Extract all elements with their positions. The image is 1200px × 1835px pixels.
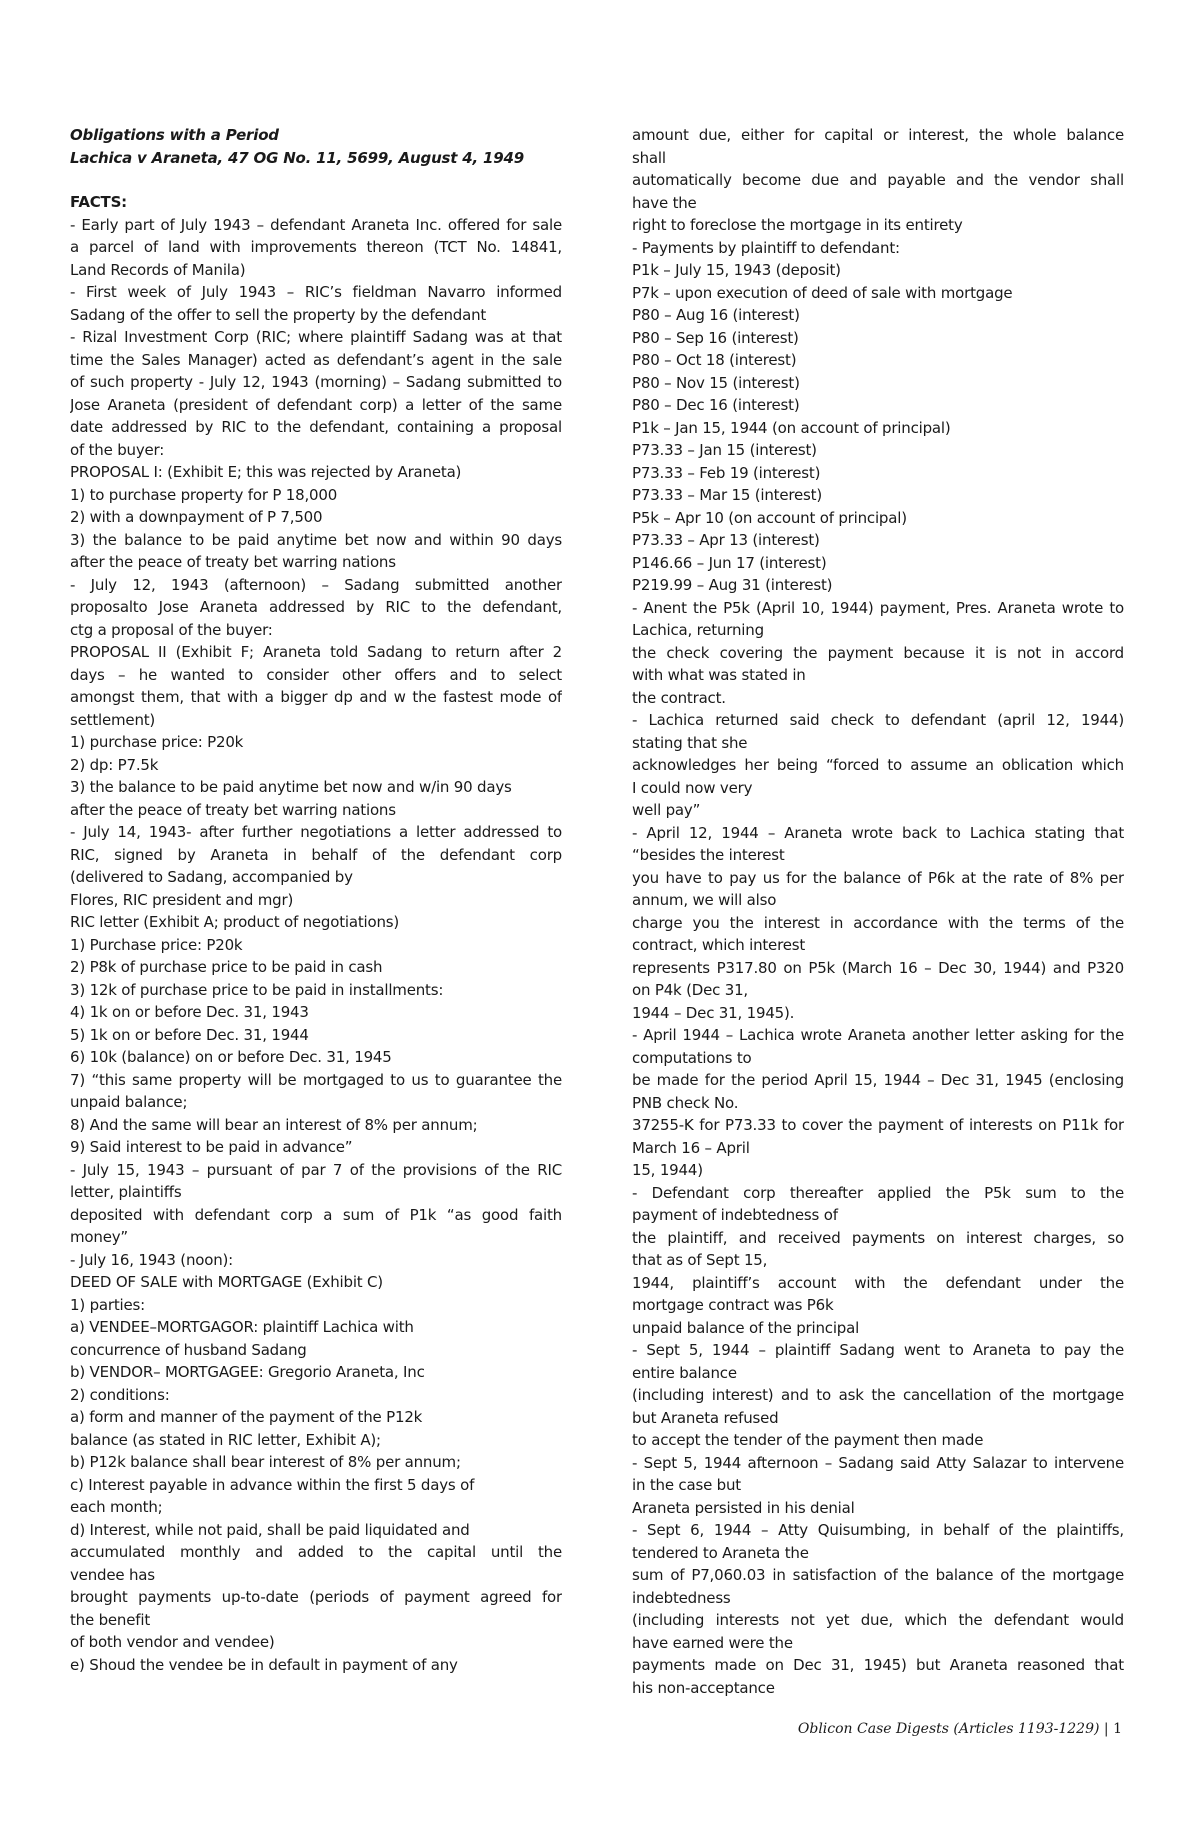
text-line: acknowledges her being “forced to assume an oblication which: [632, 756, 1124, 774]
text-line: RIC, signed by Araneta in behalf of the defendant corp: [70, 845, 562, 864]
text-line: Land Records of Manila): [70, 260, 246, 279]
text-line: 3) the balance to be paid anytime bet now and within 90 days: [70, 530, 562, 549]
text-line: P80 – Sep 16 (interest): [632, 328, 799, 347]
case-title: Lachica v Araneta, 47 OG No. 11, 5699, August 4, 1949: [70, 148, 524, 167]
text-line: P73.33 – Jan 15 (interest): [632, 441, 817, 459]
text-line: RIC letter (Exhibit A; product of negotiations): [70, 913, 400, 931]
text-line: amount due, either for capital or interest, the whole balance: [632, 126, 1124, 144]
text-line: - Sept 6, 1944 – Atty Quisumbing, in behalf of the plaintiffs,: [632, 1521, 1124, 1539]
text-line: Lachica, returning: [632, 621, 764, 639]
text-line: P1k – Jan 15, 1944 (on account of principal): [632, 418, 951, 437]
text-line: P146.66 – Jun 17 (interest): [632, 553, 827, 572]
text-line: (including interests not yet due, which the defendant would: [632, 1611, 1124, 1629]
text-line: unpaid balance;: [70, 1093, 188, 1111]
text-line: a parcel of land with improvements thereon (TCT No. 14841,: [70, 238, 562, 256]
text-line: unpaid balance of the principal: [632, 1318, 860, 1337]
text-line: 3) 12k of purchase price to be paid in installments:: [70, 980, 444, 999]
text-line: b) P12k balance shall bear interest of 8% per annum;: [70, 1453, 461, 1471]
text-line: - Rizal Investment Corp (RIC; where plaintiff Sadang was at that: [70, 328, 562, 346]
text-line: of such property - July 12, 1943 (morning) – Sadang submitted to: [70, 373, 562, 391]
text-line: payments made on Dec 31, 1945) but Araneta reasoned that: [632, 1656, 1124, 1674]
text-line: c) Interest payable in advance within the first 5 days of: [70, 1475, 475, 1494]
page-number: 1: [1113, 1721, 1122, 1737]
text-line: charge you the interest in accordance with the terms of the: [632, 913, 1124, 932]
text-line: proposalto Jose Araneta addressed by RIC to the defendant,: [70, 598, 562, 616]
text-line: 2) with a downpayment of P 7,500: [70, 508, 323, 526]
text-line: his non-acceptance: [632, 1678, 775, 1697]
text-line: a) VENDEE–MORTGAGOR: plaintiff Lachica with: [70, 1318, 414, 1336]
text-line: Flores, RIC president and mgr): [70, 890, 294, 909]
text-line: Araneta persisted in his denial: [632, 1498, 855, 1517]
text-line: - Defendant corp thereafter applied the P5k sum to the: [632, 1183, 1124, 1202]
text-line: the contract.: [632, 688, 726, 707]
text-line: to accept the tender of the payment then made: [632, 1431, 984, 1449]
text-line: be made for the period April 15, 1944 – Dec 31, 1945 (enclosing: [632, 1071, 1124, 1089]
left-column: [70, 124, 562, 1676]
text-line: “besides the interest: [632, 846, 785, 864]
text-line: 1944, plaintiff’s account with the defendant under the: [632, 1273, 1124, 1292]
text-line: - Lachica returned said check to defendant (april 12, 1944): [632, 711, 1124, 729]
text-line: with what was stated in: [632, 666, 806, 684]
text-line: deposited with defendant corp a sum of P1k “as good faith: [70, 1205, 562, 1224]
text-line: March 16 – April: [632, 1138, 750, 1157]
text-line: P80 – Oct 18 (interest): [632, 351, 797, 369]
text-line: accumulated monthly and added to the capital until the: [70, 1543, 562, 1561]
text-line: contract, which interest: [632, 936, 806, 954]
text-line: P80 – Dec 16 (interest): [632, 396, 800, 414]
text-line: of both vendor and vendee): [70, 1633, 275, 1651]
text-line: the check covering the payment because it is not in accord: [632, 643, 1124, 662]
text-line: (including interest) and to ask the cancellation of the mortgage: [632, 1386, 1124, 1404]
text-line: settlement): [70, 710, 156, 729]
text-line: money”: [70, 1228, 128, 1246]
text-line: indebtedness: [632, 1588, 731, 1607]
page-footer: [798, 1721, 1122, 1737]
text-line: 3) the balance to be paid anytime bet now and w/in 90 days: [70, 778, 512, 796]
text-line: amongst them, that with a bigger dp and w the fastest mode of: [70, 688, 562, 706]
text-line: 1) to purchase property for P 18,000: [70, 485, 338, 504]
text-line: - July 16, 1943 (noon):: [70, 1250, 234, 1269]
text-line: ctg a proposal of the buyer:: [70, 620, 273, 639]
text-line: 1) parties:: [70, 1295, 145, 1314]
text-line: P73.33 – Mar 15 (interest): [632, 486, 822, 504]
text-line: - April 1944 – Lachica wrote Araneta another letter asking for the: [632, 1026, 1124, 1044]
footer-separator: |: [1103, 1721, 1109, 1737]
facts-heading: FACTS:: [70, 193, 127, 211]
text-line: have earned were the: [632, 1633, 793, 1652]
text-line: e) Shoud the vendee be in default in payment of any: [70, 1655, 458, 1674]
text-line: that as of Sept 15,: [632, 1251, 768, 1269]
text-line: 1944 – Dec 31, 1945).: [632, 1003, 795, 1022]
text-line: PROPOSAL I: (Exhibit E; this was rejected by Araneta): [70, 463, 462, 481]
text-line: 15, 1944): [632, 1161, 703, 1179]
text-line: after the peace of treaty bet warring nations: [70, 800, 396, 819]
text-line: but Araneta refused: [632, 1408, 779, 1427]
text-line: P73.33 – Feb 19 (interest): [632, 463, 821, 482]
text-line: PROPOSAL II (Exhibit F; Araneta told Sadang to return after 2: [70, 643, 562, 661]
text-line: you have to pay us for the balance of P6k at the rate of 8% per: [632, 868, 1124, 887]
text-line: on P4k (Dec 31,: [632, 981, 748, 999]
text-line: 1) Purchase price: P20k: [70, 935, 243, 954]
text-line: a) form and manner of the payment of the P12k: [70, 1408, 423, 1426]
text-line: balance (as stated in RIC letter, Exhibit A);: [70, 1430, 381, 1449]
text-line: b) VENDOR– MORTGAGEE: Gregorio Araneta, Inc: [70, 1363, 425, 1381]
text-line: 4) 1k on or before Dec. 31, 1943: [70, 1003, 309, 1021]
text-line: - First week of July 1943 – RIC’s fieldman Navarro informed: [70, 283, 562, 301]
text-line: 5) 1k on or before Dec. 31, 1944: [70, 1025, 309, 1044]
text-line: - July 14, 1943- after further negotiations a letter addressed to: [70, 823, 562, 841]
text-line: brought payments up-to-date (periods of payment agreed for: [70, 1588, 562, 1606]
text-line: 6) 10k (balance) on or before Dec. 31, 1945: [70, 1048, 392, 1066]
text-line: - July 12, 1943 (afternoon) – Sadang submitted another: [70, 575, 562, 594]
text-line: - Anent the P5k (April 10, 1944) payment, Pres. Araneta wrote to: [632, 598, 1124, 617]
text-line: 7) “this same property will be mortgaged to us to guarantee the: [70, 1070, 562, 1089]
text-line: right to foreclose the mortgage in its entirety: [632, 216, 963, 234]
text-line: PNB check No.: [632, 1093, 739, 1112]
text-line: 9) Said interest to be paid in advance”: [70, 1138, 353, 1156]
text-line: payment of indebtedness of: [632, 1206, 838, 1224]
text-line: P80 – Aug 16 (interest): [632, 306, 800, 324]
footer-title: Oblicon Case Digests (Articles 1193-1229): [797, 1721, 1100, 1737]
text-line: P5k – Apr 10 (on account of principal): [632, 508, 907, 527]
text-line: 2) conditions:: [70, 1385, 170, 1404]
text-line: 2) dp: P7.5k: [70, 755, 159, 774]
text-line: time the Sales Manager) acted as defendant’s agent in the sale: [70, 350, 562, 369]
text-line: date addressed by RIC to the defendant, containing a proposal: [70, 418, 562, 436]
text-line: letter, plaintiffs: [70, 1183, 182, 1201]
text-line: the plaintiff, and received payments on interest charges, so: [632, 1228, 1124, 1247]
text-line: P1k – July 15, 1943 (deposit): [632, 261, 841, 279]
text-line: 37255-K for P73.33 to cover the payment of interests on P11k for: [632, 1116, 1124, 1134]
text-line: vendee has: [70, 1565, 155, 1584]
text-line: P7k – upon execution of deed of sale with mortgage: [632, 283, 1013, 302]
text-line: have the: [632, 193, 697, 212]
text-line: P219.99 – Aug 31 (interest): [632, 576, 833, 594]
text-line: - July 15, 1943 – pursuant of par 7 of the provisions of the RIC: [70, 1160, 562, 1179]
text-line: concurrence of husband Sadang: [70, 1340, 307, 1359]
text-line: Sadang of the offer to sell the property by the defendant: [70, 305, 487, 324]
text-line: d) Interest, while not paid, shall be paid liquidated and: [70, 1520, 470, 1539]
text-line: each month;: [70, 1498, 163, 1516]
text-line: 8) And the same will bear an interest of 8% per annum;: [70, 1115, 478, 1134]
text-line: after the peace of treaty bet warring nations: [70, 553, 396, 571]
text-line: 1) purchase price: P20k: [70, 733, 244, 751]
section-title: Obligations with a Period: [70, 126, 279, 144]
text-line: DEED OF SALE with MORTGAGE (Exhibit C): [70, 1273, 383, 1291]
text-line: in the case but: [632, 1476, 741, 1494]
text-line: - Payments by plaintiff to defendant:: [632, 238, 900, 257]
text-line: represents P317.80 on P5k (March 16 – Dec 30, 1944) and P320: [632, 958, 1124, 977]
text-line: P73.33 – Apr 13 (interest): [632, 531, 820, 549]
right-column-text: [632, 124, 1124, 1699]
text-line: I could now very: [632, 778, 753, 797]
text-line: sum of P7,060.03 in satisfaction of the balance of the mortgage: [632, 1566, 1124, 1584]
text-line: stating that she: [632, 733, 748, 752]
text-line: - Early part of July 1943 – defendant Araneta Inc. offered for sale: [70, 215, 562, 234]
text-line: 2) P8k of purchase price to be paid in cash: [70, 958, 383, 976]
text-line: P80 – Nov 15 (interest): [632, 373, 800, 392]
text-line: well pay”: [632, 801, 701, 819]
text-line: computations to: [632, 1048, 752, 1067]
text-line: - Sept 5, 1944 – plaintiff Sadang went to Araneta to pay the: [632, 1341, 1124, 1359]
text-line: automatically become due and payable and the vendor shall: [632, 171, 1124, 189]
text-line: (delivered to Sadang, accompanied by: [70, 868, 353, 886]
text-line: of the buyer:: [70, 440, 165, 459]
text-line: mortgage contract was P6k: [632, 1296, 834, 1314]
left-column-text: [70, 214, 562, 1677]
text-line: tendered to Araneta the: [632, 1543, 809, 1562]
right-column: [632, 124, 1124, 1699]
text-line: annum, we will also: [632, 891, 777, 909]
text-line: entire balance: [632, 1363, 737, 1382]
text-line: - Sept 5, 1944 afternoon – Sadang said Atty Salazar to intervene: [632, 1453, 1124, 1472]
text-line: the benefit: [70, 1610, 150, 1629]
text-line: Jose Araneta (president of defendant corp) a letter of the same: [70, 395, 562, 414]
text-line: days – he wanted to consider other offers and to select: [70, 665, 562, 684]
text-line: shall: [632, 148, 666, 167]
text-line: - April 12, 1944 – Araneta wrote back to Lachica stating that: [632, 823, 1124, 842]
